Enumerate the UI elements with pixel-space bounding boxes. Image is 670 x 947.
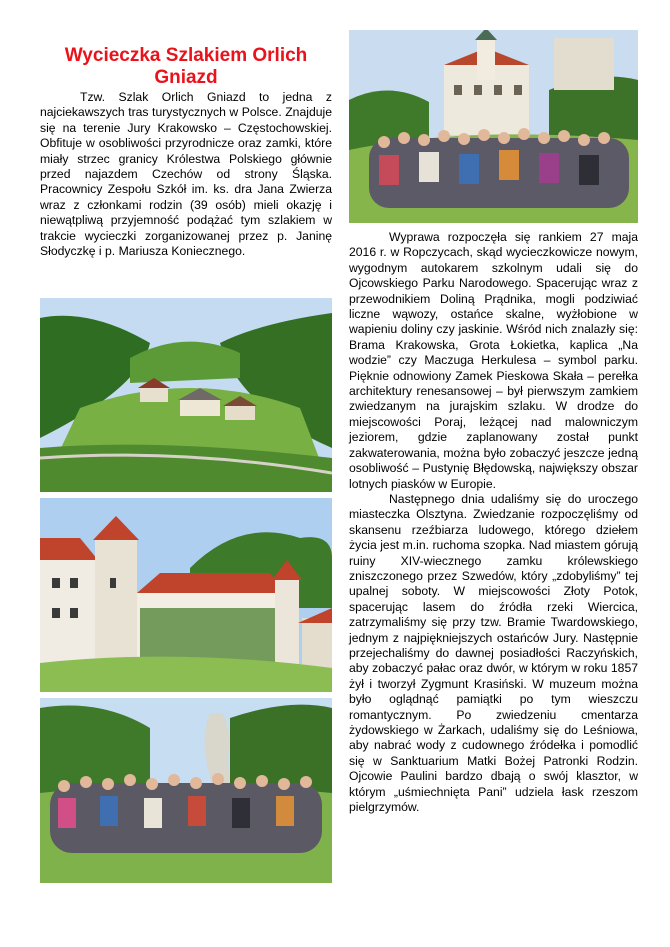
intro-paragraph: Tzw. Szlak Orlich Gniazd to jedna z najciekawszych tras turystycznych w Polsce. Znajduje się na terenie Jury Krakowsko – Częstochowskiej. Obfituje w osobliwości przyrodnicze oraz zamki, które miały strzec granicy Królestwa Polskiego głównie przed najazdem Czechów od strony Śląska. Pracownicy Zespołu Szkół im. ks. dra Jana Zwierza wraz z członkami rodzin (39 osób) mieli okazję i niewątpliwą przyjemność podążać tym szlakiem w trakcie wycieczki zorganizowanej przez p. Janinę Słodyczkę i p. Mariusza Koniecznego. xyxy=(40,90,332,259)
article-title: Wycieczka Szlakiem Orlich Gniazd xyxy=(64,44,308,88)
paragraph-trip-start: Wyprawa rozpoczęła się rankiem 27 maja 2016 r. w Ropczycach, skąd wycieczkowicze nowym, wygodnym autokarem szkolnym udali się do Ojcowskiego Parku Narodowego. Spacerując wraz z przewodnikiem Doliną Prądnika, mogli podziwiać liczne wąwozy, ostańce skalne, wyżłobione w wapieniu doliny czy jaskinie. Wśród nich znalazły się: Brama Krakowska, Grota Łokietka, kaplica „Na wodzie” czy Maczuga Herkulesa – symbol parku. Pięknie odnowiony Zamek Pieskowa Skała – perełka architektury renesansowej – był pierwszym zamkiem zwiedzanym na jurajskim szlaku. W drodze do miejscowości Poraj, leżącej nad malowniczym jeziorem, gdzie zaplanowany został punkt zakwaterowania, można było zobaczyć jeszcze jedną osobliwość – Pustynię Błędowską, największy obszar lotnych piasków w Europie. xyxy=(349,230,638,491)
castle-photo xyxy=(40,498,332,692)
valley-photo xyxy=(40,298,332,492)
castle-group-photo xyxy=(349,30,638,223)
paragraph-next-day: Następnego dnia udaliśmy się do uroczego miasteczka Olsztyna. Zwiedzanie rozpoczęliśmy od skansenu rzeźbiarza ludowego, którego dziełem życia jest m.in. ruchoma szopka. Nad miastem górują ruiny XIV-wiecznego zamku królewskiego zniszczonego przez Szwedów, który „zdobyliśmy” tej upalnej soboty. W miejscowości Złoty Potok, spacerując lasem do źródła rzeki Wiercica, zatrzymaliśmy się przy tzw. Bramie Twardowskiego, jednym z najpiękniejszych ostańców Jury. Następnie przejechaliśmy do dawnej posiadłości Raczyńskich, aby zobaczyć pałac oraz dwór, w którym w roku 1857 żył i tworzył Zygmunt Krasiński. W muzeum można było oglądnąć pamiątki po tym wieszczu romantycznym. Po zwiedzeniu cmentarza żydowskiego w Żarkach, udaliśmy się do Leśniowa, aby nabrać wody z cudownego źródełka i pomodlić się w Sanktuarium Matki Bożej Patronki Rodzin. Ojcowie Paulini bardzo dbają o swój klasztor, w którym „uśmiechnięta Pani” udziela łask rzeszom pielgrzymów. xyxy=(349,491,638,815)
right-column xyxy=(349,230,638,815)
left-column xyxy=(40,90,332,259)
rock-group-photo xyxy=(40,698,332,883)
